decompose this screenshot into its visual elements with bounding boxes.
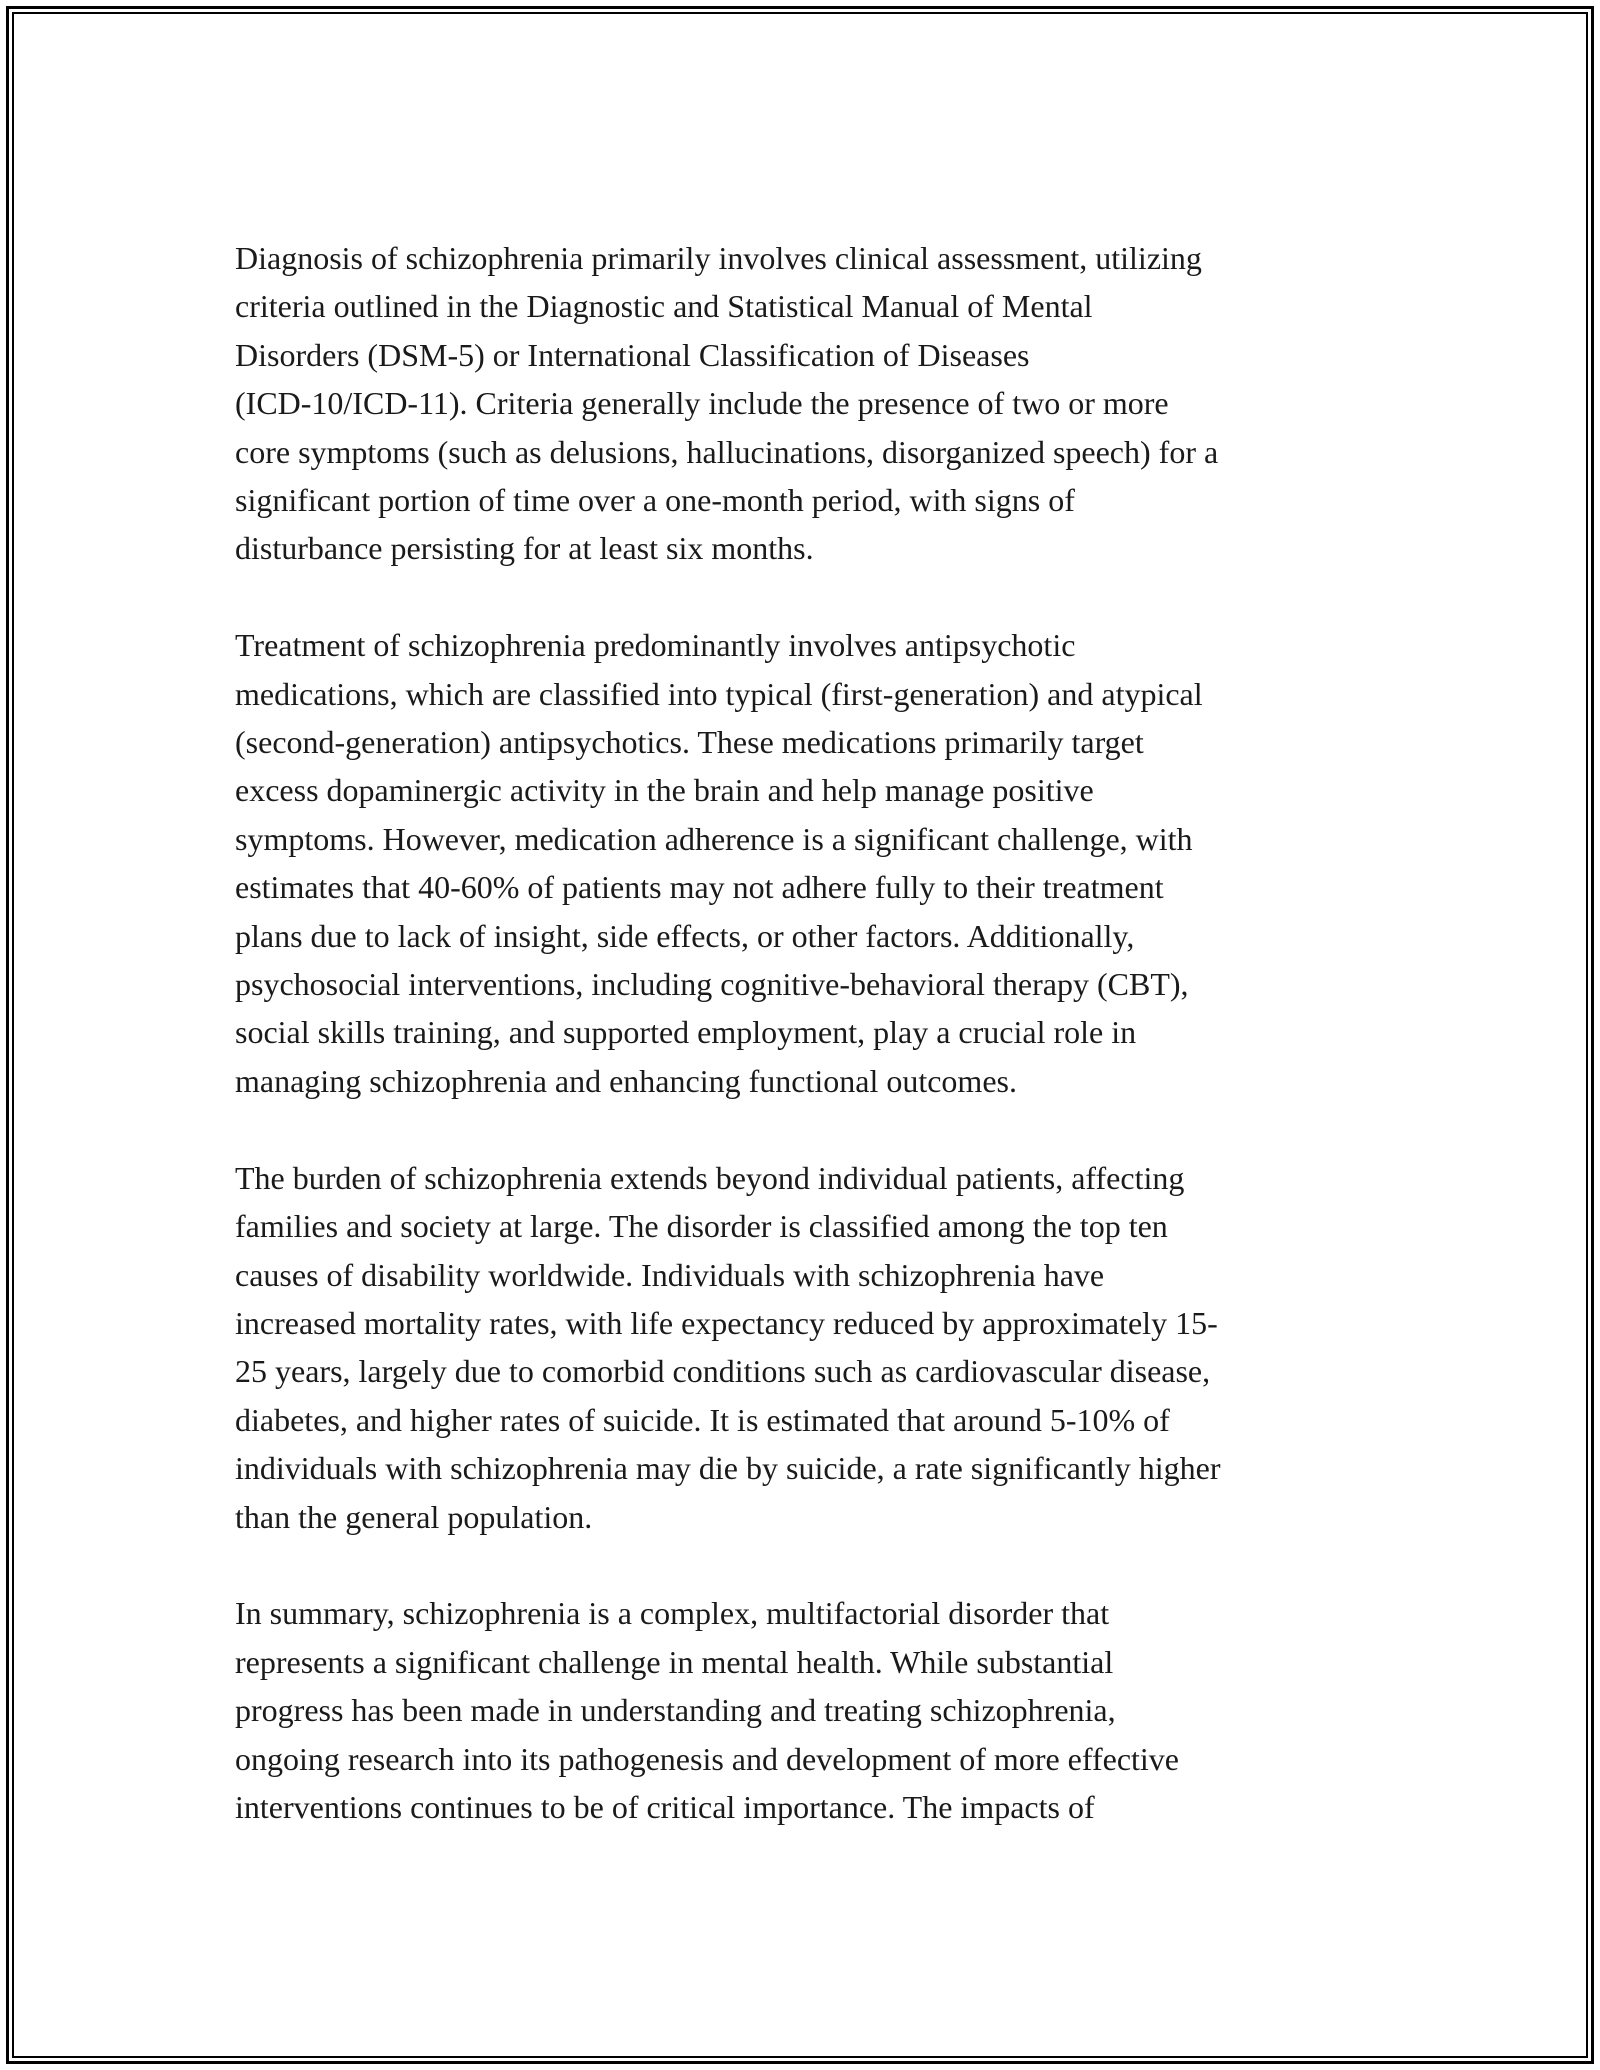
text-line: progress has been made in understanding and treating schizophrenia, xyxy=(235,1692,1116,1729)
paragraph-summary xyxy=(235,1589,1365,1831)
text-line: Diagnosis of schizophrenia primarily involves clinical assessment, utilizing xyxy=(235,240,1202,276)
text-line: 25 years, largely due to comorbid conditions such as cardiovascular disease, xyxy=(235,1353,1211,1390)
text-line: individuals with schizophrenia may die by suicide, a rate significantly higher xyxy=(235,1450,1221,1487)
text-line: (second-generation) antipsychotics. These medications primarily target xyxy=(235,724,1144,761)
text-line: In summary, schizophrenia is a complex, multifactorial disorder that xyxy=(235,1595,1110,1632)
text-line: significant portion of time over a one-month period, with signs of xyxy=(235,482,1075,519)
text-line: represents a significant challenge in mental health. While substantial xyxy=(235,1643,1114,1680)
text-line: core symptoms (such as delusions, hallucinations, disorganized speech) for a xyxy=(235,433,1219,470)
text-line: criteria outlined in the Diagnostic and Statistical Manual of Mental xyxy=(235,288,1093,325)
paragraph-diagnosis xyxy=(235,234,1365,573)
text-line: causes of disability worldwide. Individuals with schizophrenia have xyxy=(235,1256,1105,1293)
text-line: plans due to lack of insight, side effects, or other factors. Additionally, xyxy=(235,917,1135,954)
document-body xyxy=(235,234,1365,1880)
paragraph-treatment xyxy=(235,621,1365,1105)
text-line: symptoms. However, medication adherence is a significant challenge, with xyxy=(235,820,1193,857)
text-line: increased mortality rates, with life expectancy reduced by approximately 15- xyxy=(235,1304,1218,1341)
text-line: (ICD-10/ICD-11). Criteria generally include the presence of two or more xyxy=(235,385,1169,422)
text-line: Disorders (DSM-5) or International Classification of Diseases xyxy=(235,336,1030,373)
paragraph-burden xyxy=(235,1154,1365,1541)
text-line: managing schizophrenia and enhancing functional outcomes. xyxy=(235,1062,1017,1099)
text-line: diabetes, and higher rates of suicide. It is estimated that around 5-10% of xyxy=(235,1401,1170,1438)
text-line: The burden of schizophrenia extends beyond individual patients, affecting xyxy=(235,1159,1185,1196)
text-line: excess dopaminergic activity in the brain and help manage positive xyxy=(235,772,1094,809)
text-line: families and society at large. The disorder is classified among the top ten xyxy=(235,1208,1168,1245)
text-line: ongoing research into its pathogenesis and development of more effective xyxy=(235,1740,1179,1777)
text-line: than the general population. xyxy=(235,1498,593,1535)
text-line: interventions continues to be of critical importance. The impacts of xyxy=(235,1788,1095,1825)
text-line: Treatment of schizophrenia predominantly involves antipsychotic xyxy=(235,627,1076,664)
text-line: disturbance persisting for at least six months. xyxy=(235,530,814,567)
text-line: psychosocial interventions, including cognitive-behavioral therapy (CBT), xyxy=(235,966,1189,1003)
text-line: estimates that 40-60% of patients may not adhere fully to their treatment xyxy=(235,869,1164,906)
text-line: social skills training, and supported employment, play a crucial role in xyxy=(235,1014,1137,1051)
text-line: medications, which are classified into typical (first-generation) and atypical xyxy=(235,675,1203,712)
